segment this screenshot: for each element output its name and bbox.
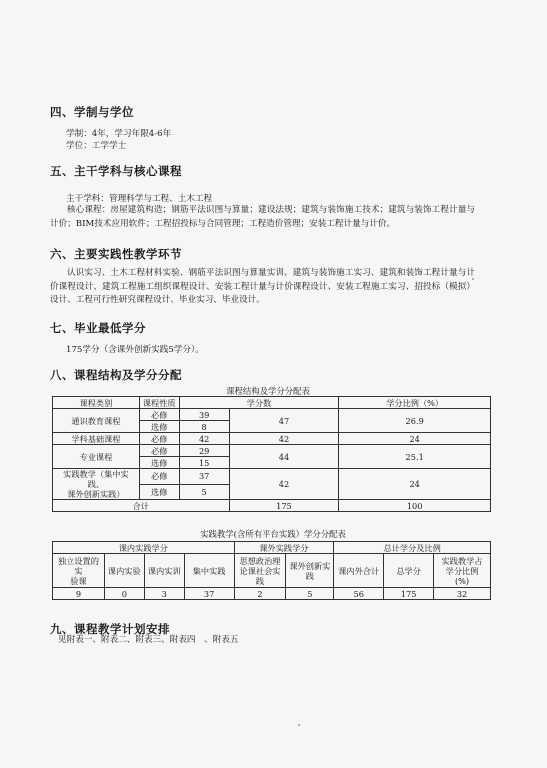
t2-cell: 5 [286, 588, 334, 600]
table2-group-row [53, 542, 491, 554]
table1-header-row [53, 397, 491, 409]
t1-r3-category: 专业课程 [53, 445, 140, 469]
t1-cell: 42 [229, 469, 339, 500]
t1-cell: 29 [179, 445, 229, 457]
t2-h9-l1: 实践教学占 [441, 555, 483, 566]
table2-header-row [53, 554, 491, 588]
t1-r2-category: 学科基础课程 [53, 433, 140, 445]
t2-h8: 总学分 [384, 554, 434, 588]
t1-sum-label: 合计 [53, 500, 230, 512]
section-6-title: 六、主要实践性教学环节 [50, 247, 182, 261]
scan-speck [472, 278, 474, 280]
t1-cell: 5 [179, 484, 229, 500]
t1-r4-category [53, 469, 140, 500]
t1-cell: 选修 [139, 457, 179, 469]
t2-group-in: 课内实践学分 [53, 542, 235, 554]
t2-h4: 集中实践 [184, 554, 234, 588]
table2-caption: 实践教学(含所有平台实践）学分分配表 [200, 529, 346, 539]
s5-core-courses: 核心课程：房屋建筑构造；钢筋平法识图与算量；建设法规；建筑与装饰施工技术；建筑与装饰工程计量与计价；BIM技术应用软件；工程招投标与合同管理；工程造价管理；安装工程计量与计价。 [50, 205, 475, 229]
t2-cell: 175 [384, 588, 434, 600]
t2-h9-l2: 学分比例 [445, 565, 479, 576]
t2-h5 [234, 554, 286, 588]
table-row [53, 588, 491, 600]
table-row [53, 469, 491, 485]
t2-cell: 2 [234, 588, 286, 600]
t1-cell: 15 [179, 457, 229, 469]
section-7-title: 七、毕业最低学分 [50, 321, 146, 335]
t1-r4-cat-line2: 课外创新实践） [67, 489, 125, 499]
t1-h-category: 课程类别 [53, 397, 140, 409]
t1-cell: 26.9 [339, 409, 491, 433]
t2-h6 [286, 554, 334, 588]
table1-caption: 课程结构及学分分配表 [226, 386, 310, 396]
t2-h1-l1: 独立设置的实 [57, 555, 99, 576]
t2-h5-l1: 思想政治理 [239, 555, 281, 566]
t2-cell: 37 [184, 588, 234, 600]
s4-line-2: 学位：工学学士 [66, 141, 127, 151]
t1-cell: 必修 [139, 409, 179, 421]
scan-speck [298, 724, 300, 726]
t2-h6-l1: 课外创新实 [289, 560, 331, 571]
section-4-title: 四、学制与学位 [50, 105, 134, 119]
s6-practice-list: 认识实习、土木工程材料实验、钢筋平法识图与算量实训、建筑与装饰施工实习、建筑和装饰工程计量与计价课程设计、建筑工程施工组织课程设计、安装工程计量与计价课程设计、安装工程施工实习、招投标（模拟）设计、工程可行性研究课程设计、毕业实习、毕业设计。 [50, 268, 475, 305]
table-row [53, 409, 491, 421]
t1-cell: 100 [339, 500, 491, 512]
t1-cell: 42 [179, 433, 229, 445]
t1-r4-cat-line1: 实践教学（集中实践、 [63, 469, 129, 489]
t2-h3: 课内实训 [144, 554, 184, 588]
table-row [53, 433, 491, 445]
t2-cell: 32 [434, 588, 491, 600]
t2-group-total: 总计学分及比例 [334, 542, 491, 554]
section-9-title: 九、课程教学计划安排 [50, 622, 170, 636]
section-8-title: 八、课程结构及学分分配 [50, 368, 182, 382]
t2-cell: 3 [144, 588, 184, 600]
t1-cell: 必修 [139, 433, 179, 445]
table-row [53, 445, 491, 457]
t1-r1-category: 通识教育课程 [53, 409, 140, 433]
t1-h-credits: 学分数 [179, 397, 339, 409]
t1-h-ratio: 学分比例（%） [339, 397, 491, 409]
t1-cell: 选修 [139, 484, 179, 500]
t1-cell: 24 [339, 433, 491, 445]
t1-cell: 8 [179, 421, 229, 433]
t1-cell: 47 [229, 409, 339, 433]
t1-cell: 175 [229, 500, 339, 512]
t1-cell: 必修 [139, 445, 179, 457]
section-5-title: 五、主干学科与核心课程 [50, 164, 182, 178]
t1-cell: 42 [229, 433, 339, 445]
s4-line-1: 学制：4年，学习年限4-6年 [66, 129, 172, 139]
credit-structure-table [52, 396, 491, 512]
t1-cell: 选修 [139, 421, 179, 433]
t2-h7: 课内外合计 [334, 554, 384, 588]
t1-cell: 44 [229, 445, 339, 469]
t2-cell: 9 [53, 588, 105, 600]
t1-cell: 25.1 [339, 445, 491, 469]
t2-group-out: 课外实践学分 [234, 542, 334, 554]
t2-h2: 课内实验 [104, 554, 144, 588]
t1-cell: 37 [179, 469, 229, 485]
t1-cell: 必修 [139, 469, 179, 485]
t1-cell: 39 [179, 409, 229, 421]
t2-h9 [434, 554, 491, 588]
t2-h6-l2: 践 [305, 570, 314, 581]
t2-cell: 56 [334, 588, 384, 600]
table1-sum-row [53, 500, 491, 512]
s7-line-1: 175学分（含课外创新实践5学分）。 [66, 345, 204, 355]
t2-h9-l3: (%) [454, 575, 470, 586]
practice-credit-table [52, 541, 491, 600]
t2-h1-l2: 验课 [70, 575, 87, 586]
t2-h5-l3: 践 [255, 575, 265, 586]
t1-h-nature: 课程性质 [139, 397, 179, 409]
t2-h5-l2: 论课社会实 [239, 565, 281, 576]
s9-line-1: 见附表一、附表二、附表三、附表四 、附表五 [58, 635, 239, 645]
t2-h1 [53, 554, 105, 588]
t2-cell: 0 [104, 588, 144, 600]
s5-line-1: 主干学科：管理科学与工程、土木工程 [66, 194, 213, 204]
t1-cell: 24 [339, 469, 491, 500]
